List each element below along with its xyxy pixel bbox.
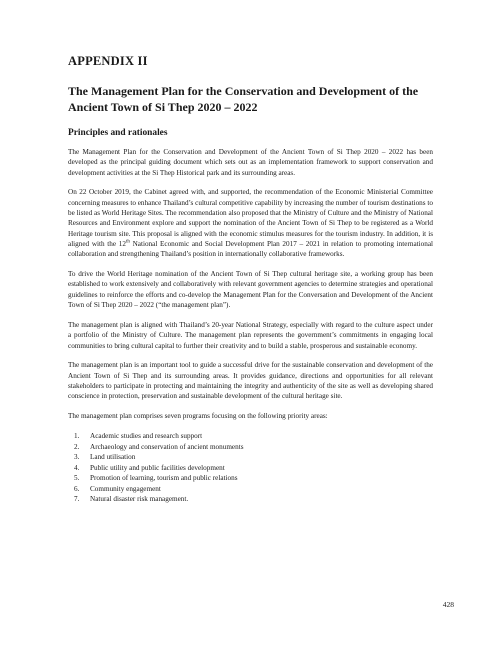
list-item-text: Public utility and public facilities development [90, 463, 225, 472]
page-title: The Management Plan for the Conservation and Development of the Ancient Town of Si Thep 2020 – 2022 [68, 84, 419, 114]
list-item-number: 3. [74, 453, 80, 462]
list-item [68, 494, 433, 505]
paragraph-6: The management plan comprises seven programs focusing on the following priority areas: [68, 412, 328, 421]
list-item [68, 431, 433, 442]
list-item-number: 6. [74, 484, 80, 493]
list-item [68, 473, 433, 484]
paragraph-2-part-a: On 22 October 2019, the Cabinet agreed with, and supported, the recommendation of the Economic Ministerial Committee concerning measures to enhance Thailand’s cultural competitive capability by increasing the number of tourism destinations to be listed as World Heritage Sites. The recommendation also proposed that the Ministry of Culture and the Ministry of National Resources and Environment explore and support the nomination of the Ancient Town of Si Thep to be registered as a World Heritage tourism site. This proposal is aligned with the economic stimulus measures for the tourism industry. In addition, it is aligned with the 12 [68, 188, 433, 248]
list-item-number: 2. [74, 442, 80, 451]
document-page [68, 54, 433, 505]
paragraph-3: To drive the World Heritage nomination of the Ancient Town of Si Thep cultural heritage site, a working group has been established to work extensively and collaboratively with relevant government agencies to determine strategies and operational guidelines to reinforce the efforts and co-develop the Management Plan for the Conversation and Development of the Ancient Town of Si Thep 2020 – 2022 (“the management plan”). [68, 270, 433, 310]
list-item-text: Archaeology and conservation of ancient monuments [90, 442, 244, 451]
ordinal-suffix: th [125, 239, 130, 245]
list-item-text: Community engagement [90, 484, 161, 493]
list-item-number: 5. [74, 474, 80, 483]
paragraph-4: The management plan is aligned with Thailand’s 20-year National Strategy, especially with regard to the culture aspect under a portfolio of the Ministry of Culture. The management plan represents the government’s commitments in engaging local communities to bring cultural capital to further their creativity and to build a stable, prosperous and sustainable economy. [68, 320, 433, 350]
list-item [68, 463, 433, 474]
paragraph-5: The management plan is an important tool to guide a successful drive for the sustainable conservation and development of the Ancient Town of Si Thep and its surrounding areas. It provides guidance, directions and opportunities for all relevant stakeholders to participate in protecting and maintaining the integrity and authenticity of the site as well as developing shared conscience in protection, preservation and sustainable development of the cultural heritage site. [68, 361, 433, 401]
list-item-text: Land utilisation [90, 453, 136, 462]
list-item-number: 1. [74, 432, 80, 441]
list-item [68, 452, 433, 463]
section-heading: Principles and rationales [68, 128, 168, 138]
paragraph-2-part-b: National Economic and Social Development Plan 2017 – 2021 in relation to promoting international collaboration and strengthening Thailand’s position in internationally collaborative frameworks. [68, 239, 434, 259]
page-number: 428 [442, 600, 454, 609]
list-item-number: 7. [74, 495, 80, 504]
paragraph-2 [68, 187, 433, 259]
list-item-text: Natural disaster risk management. [90, 495, 189, 504]
list-item-number: 4. [74, 463, 80, 472]
list-item [68, 442, 433, 453]
list-item [68, 484, 433, 495]
programs-list [68, 431, 433, 505]
list-item-text: Academic studies and research support [90, 432, 203, 441]
appendix-label: APPENDIX II [68, 54, 148, 68]
list-item-text: Promotion of learning, tourism and public relations [90, 474, 238, 483]
paragraph-1: The Management Plan for the Conservation and Development of the Ancient Town of Si Thep 2020 – 2022 has been developed as the principal guiding document which sets out as an implementation framework to support conservation and development activities at the Si Thep Historical park and its surrounding areas. [68, 148, 433, 177]
